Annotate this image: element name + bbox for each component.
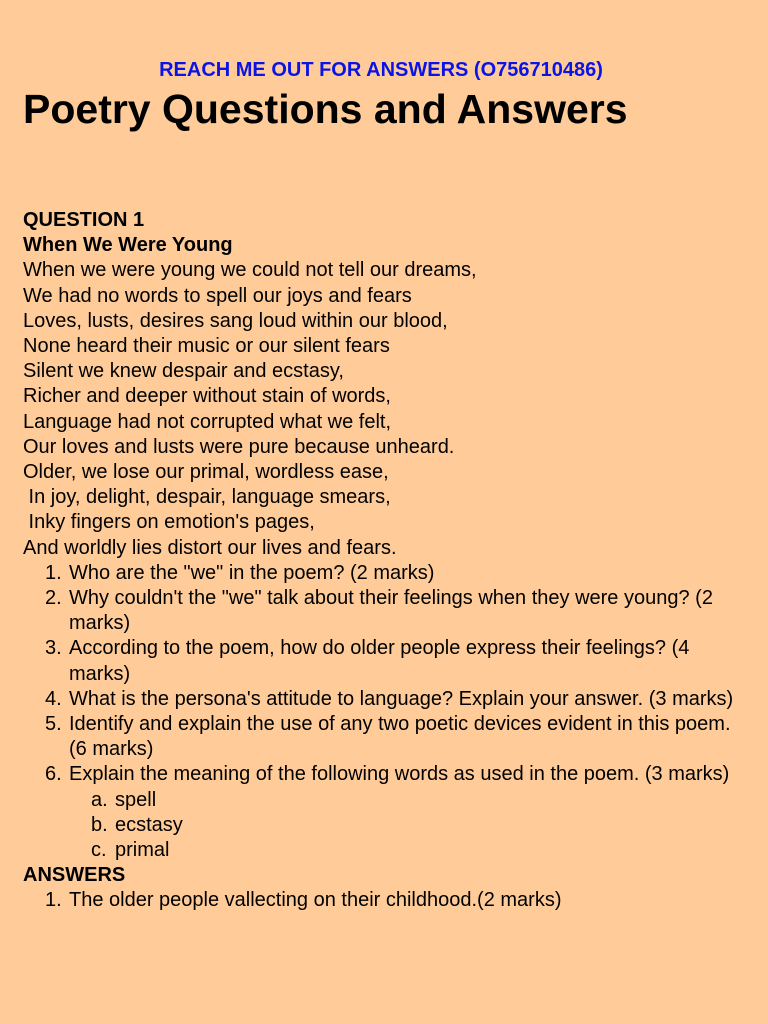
- poem-line: In joy, delight, despair, language smears,: [23, 486, 391, 509]
- poem-line: When we were young we could not tell our dreams,: [23, 259, 477, 282]
- question-text: According to the poem, how do older people express their feelings? (4 marks): [69, 637, 690, 685]
- question-item: [45, 687, 753, 712]
- poem-line: Silent we knew despair and ecstasy,: [23, 360, 344, 383]
- answer-list: [23, 888, 753, 913]
- answer-text: The older people vallecting on their childhood.(2 marks): [69, 889, 562, 912]
- question-text: Identify and explain the use of any two poetic devices evident in this poem. (6 marks): [69, 713, 731, 761]
- question-text: Who are the "we" in the poem? (2 marks): [69, 561, 435, 584]
- question-text: Explain the meaning of the following words as used in the poem. (3 marks): [69, 763, 730, 786]
- answers-heading: ANSWERS: [23, 864, 126, 887]
- sub-item-text: primal: [115, 839, 170, 862]
- question-heading: QUESTION 1: [23, 209, 145, 231]
- poem-line: Older, we lose our primal, wordless ease,: [23, 461, 389, 484]
- sub-item-letter: b.: [91, 813, 108, 836]
- question-item: [45, 636, 753, 686]
- poem-line: Richer and deeper without stain of words,: [23, 385, 391, 408]
- question-number: 1.: [45, 561, 62, 584]
- question-list: [23, 561, 753, 863]
- question-item: [45, 586, 753, 636]
- document-body: [23, 208, 753, 914]
- sub-item-letter: c.: [91, 839, 107, 862]
- question-item: [45, 712, 753, 762]
- poem-line: Inky fingers on emotion's pages,: [23, 511, 315, 534]
- sub-item: [91, 813, 753, 838]
- sub-item-list: [69, 788, 753, 864]
- sub-item-text: ecstasy: [115, 813, 183, 836]
- poem-line: And worldly lies distort our lives and fears.: [23, 536, 397, 559]
- question-text: What is the persona's attitude to language? Explain your answer. (3 marks): [69, 687, 734, 710]
- question-number: 4.: [45, 687, 62, 710]
- poem: [23, 258, 753, 560]
- question-item: [45, 561, 753, 586]
- contact-banner: REACH ME OUT FOR ANSWERS (O756710486): [159, 59, 603, 81]
- sub-item: [91, 788, 753, 813]
- question-text: Why couldn't the "we" talk about their feelings when they were young? (2 marks): [69, 587, 713, 635]
- poem-line: None heard their music or our silent fears: [23, 335, 390, 358]
- sub-item: [91, 838, 753, 863]
- poem-line: Language had not corrupted what we felt,: [23, 410, 392, 433]
- poem-line: Our loves and lusts were pure because unheard.: [23, 435, 455, 458]
- poem-title: When We Were Young: [23, 234, 233, 257]
- question-number: 3.: [45, 637, 62, 660]
- answer-item: [45, 888, 753, 913]
- answer-number: 1.: [45, 889, 62, 912]
- poem-line: Loves, lusts, desires sang loud within our blood,: [23, 309, 448, 332]
- question-item: [45, 762, 753, 863]
- poem-line: We had no words to spell our joys and fears: [23, 284, 412, 307]
- question-number: 2.: [45, 587, 62, 610]
- question-number: 6.: [45, 763, 62, 786]
- sub-item-text: spell: [115, 788, 157, 811]
- page-title: Poetry Questions and Answers: [23, 86, 628, 132]
- question-number: 5.: [45, 713, 62, 736]
- sub-item-letter: a.: [91, 788, 108, 811]
